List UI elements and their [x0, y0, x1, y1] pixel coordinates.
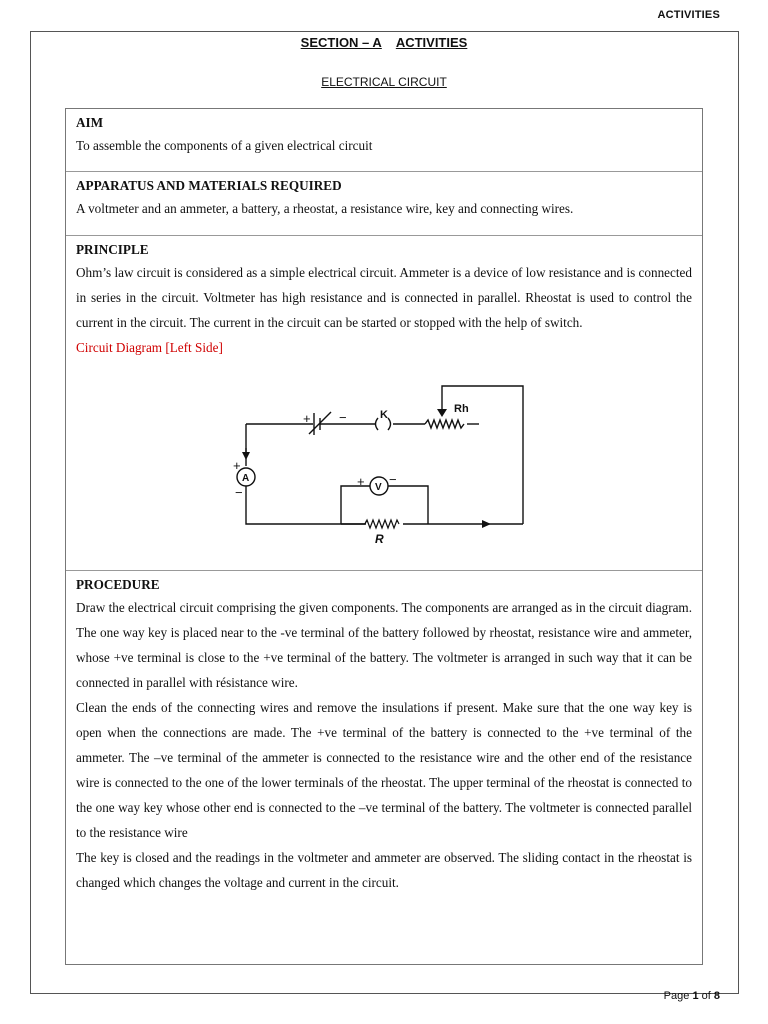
procedure-paragraph-1: Draw the electrical circuit comprising the given components. The components are arranged as in the circuit diagram. The one way key is placed near to the -ve terminal of the battery followed by rheostat, resistance wire and ammeter, whose +ve terminal is close to the +ve terminal of the battery. The voltmeter is arranged in such way that it can be connected in parallel with résistance wire. [76, 600, 692, 690]
voltmeter-minus-label: − [389, 472, 397, 487]
procedure-paragraph-3: The key is closed and the readings in the voltmeter and ammeter are observed. The sliding contact in the rheostat is changed which changes the voltage and current in the circuit. [76, 850, 692, 890]
footer-page-number: 1 [692, 990, 699, 1002]
voltmeter-label: V [375, 482, 382, 493]
procedure-heading: PROCEDURE [76, 577, 160, 592]
ammeter-plus-label: + [233, 458, 241, 473]
section-title-right: ACTIVITIES [395, 35, 468, 50]
principle-heading: PRINCIPLE [76, 242, 149, 257]
footer-page-total: 8 [713, 990, 720, 1002]
principle-text: Ohm’s law circuit is considered as a simple electrical circuit. Ammeter is a device of low resistance and is connected in series in the circuit. Voltmeter has high resistance and is connected in parallel. Rheostat is used to control the current in the circuit. The current in the circuit can be started or stopped with the help of switch. [76, 265, 692, 330]
procedure-cell [66, 571, 702, 964]
battery-plus-label: + [303, 411, 311, 426]
aim-text: To assemble the components of a given electrical circuit [76, 138, 373, 153]
procedure-paragraph-2: Clean the ends of the connecting wires and remove the insulations if present. Make sure that the one way key is open when the connections are made. The +ve terminal of the battery is connected to the +ve terminal of the ammeter. The –ve terminal of the ammeter is connected to the resistance wire and the other end of the resistance wire is connected to the one of the lower terminals of the rheostat. The upper terminal of the rheostat is connected to the one way key whose other end is connected to the –ve terminal of the battery. The voltmeter is connected parallel to the resistance wire [76, 700, 692, 840]
circuit-diagram [173, 376, 533, 556]
footer-of-word: of [701, 990, 711, 1002]
rheostat-label: Rh [454, 403, 469, 415]
battery-minus-label: − [339, 410, 347, 425]
rheostat-coil [425, 420, 464, 428]
ammeter-minus-label: − [235, 485, 243, 500]
section-title-left: SECTION – A [300, 35, 382, 50]
aim-cell [66, 109, 702, 172]
apparatus-heading: APPARATUS AND MATERIALS REQUIRED [76, 178, 342, 193]
circuit-diagram-label: Circuit Diagram [Left Side] [76, 340, 223, 355]
apparatus-text: A voltmeter and an ammeter, a battery, a rheostat, a resistance wire, key and connecting wires. [76, 201, 574, 216]
aim-heading: AIM [76, 115, 104, 130]
voltmeter-plus-label: + [357, 474, 365, 489]
current-arrow-bottom [482, 520, 491, 528]
apparatus-cell [66, 172, 702, 236]
current-arrow-left [242, 452, 250, 460]
page-footer [664, 990, 720, 1002]
ammeter-label: A [242, 473, 250, 484]
battery-adjust-arrow [309, 412, 331, 434]
resistor-label: R [375, 532, 384, 546]
activity-title: ELECTRICAL CIRCUIT [321, 75, 447, 89]
section-title [0, 35, 768, 50]
rheostat-slider-arrow [437, 409, 447, 417]
footer-page-word: Page [663, 990, 690, 1002]
key-label: K [380, 409, 388, 421]
running-header: ACTIVITIES [657, 9, 720, 21]
